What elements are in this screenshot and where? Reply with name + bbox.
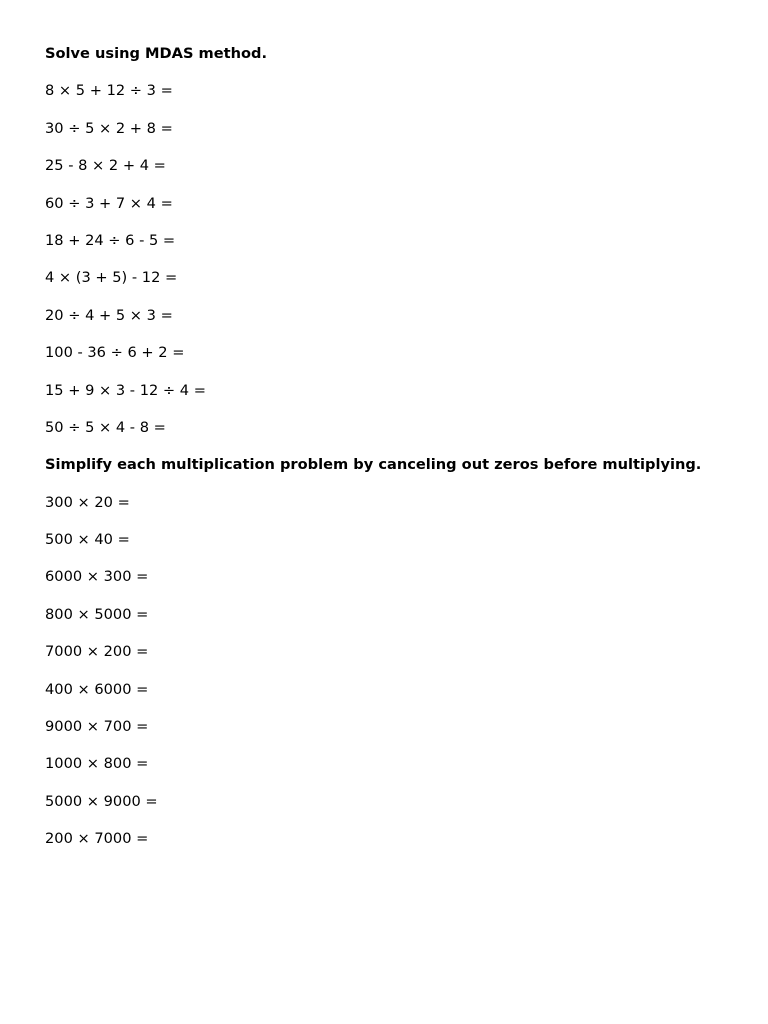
- problem-item: 400 × 6000 =: [45, 680, 149, 698]
- problem-item: 800 × 5000 =: [45, 605, 149, 623]
- problem-item: 18 + 24 ÷ 6 - 5 =: [45, 231, 176, 249]
- problem-item: 30 ÷ 5 × 2 + 8 =: [45, 119, 173, 137]
- problem-item: 9000 × 700 =: [45, 718, 149, 736]
- problem-item: 1000 × 800 =: [45, 755, 149, 773]
- mdas-section: [45, 44, 768, 455]
- problem-item: 300 × 20 =: [45, 493, 130, 511]
- problem-item: 60 ÷ 3 + 7 × 4 =: [45, 194, 173, 212]
- problem-item: 5000 × 9000 =: [45, 792, 158, 810]
- problem-item: 500 × 40 =: [45, 531, 130, 549]
- problem-item: 15 + 9 × 3 - 12 ÷ 4 =: [45, 381, 206, 399]
- problem-item: 100 - 36 ÷ 6 + 2 =: [45, 344, 185, 362]
- problem-item: 8 × 5 + 12 ÷ 3 =: [45, 82, 173, 100]
- section-heading: Simplify each multiplication problem by canceling out zeros before multiplying.: [45, 456, 702, 474]
- cancel-zeros-section: [45, 455, 768, 866]
- problem-item: 20 ÷ 4 + 5 × 3 =: [45, 306, 173, 324]
- problem-item: 200 × 7000 =: [45, 830, 149, 848]
- problem-item: 6000 × 300 =: [45, 568, 149, 586]
- problem-item: 4 × (3 + 5) - 12 =: [45, 269, 178, 287]
- problem-item: 7000 × 200 =: [45, 643, 149, 661]
- problem-item: 50 ÷ 5 × 4 - 8 =: [45, 418, 166, 436]
- problem-item: 25 - 8 × 2 + 4 =: [45, 157, 166, 175]
- section-heading: Solve using MDAS method.: [45, 45, 268, 62]
